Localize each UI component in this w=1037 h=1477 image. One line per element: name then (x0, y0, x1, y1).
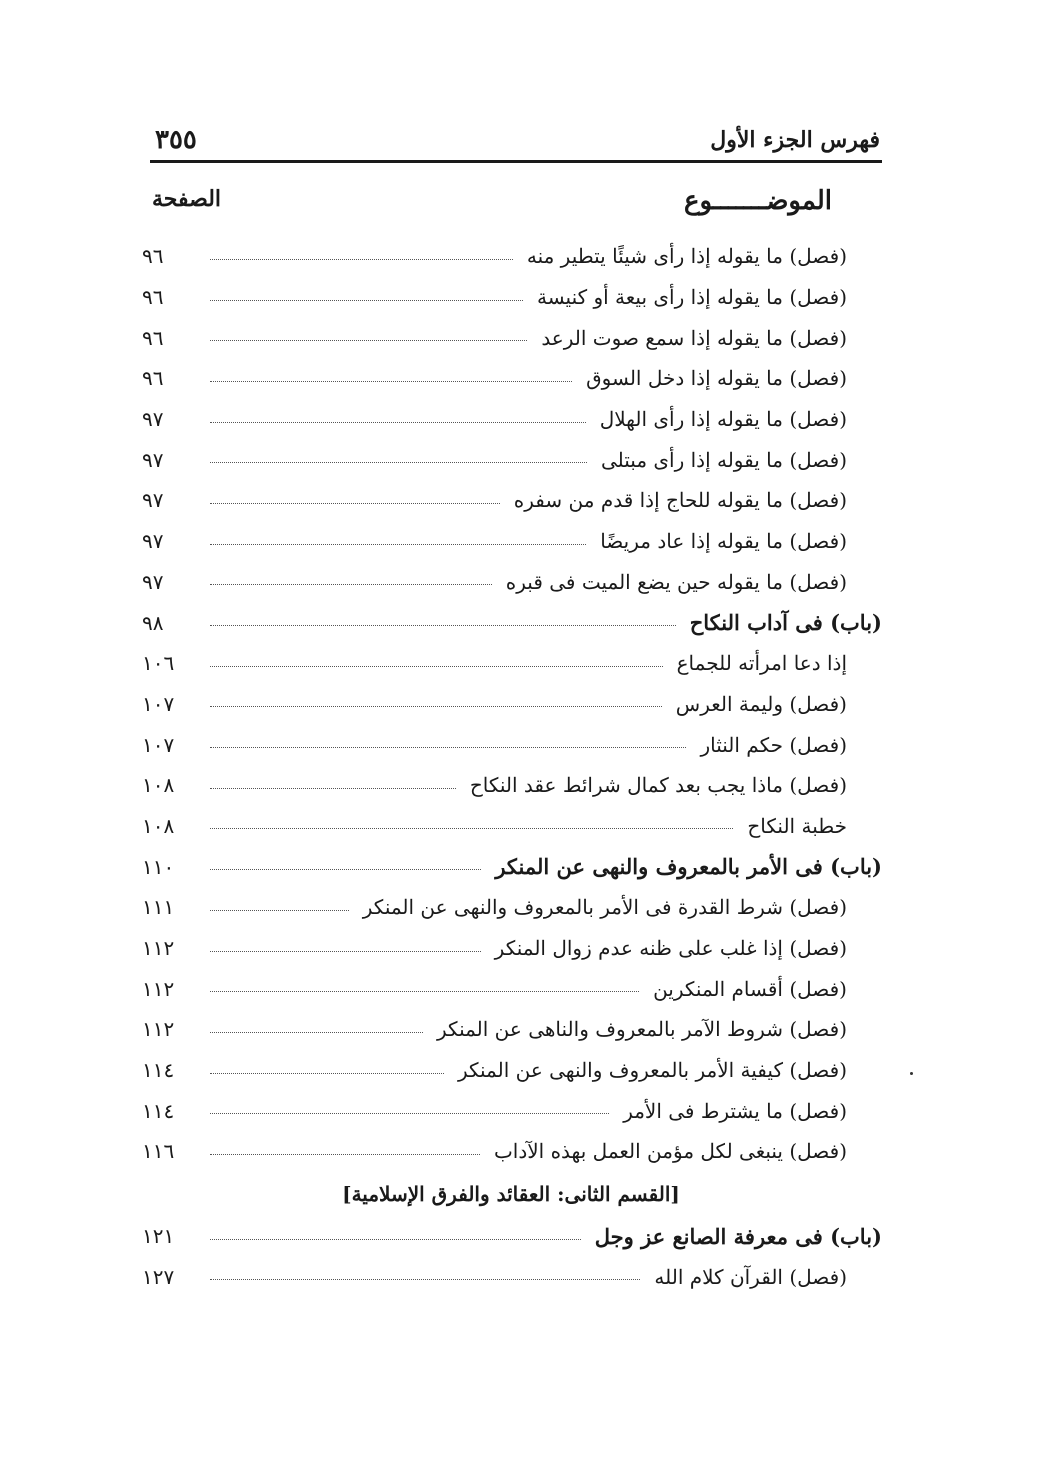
entry-page: ١١٤ (142, 1098, 175, 1123)
entry-page: ١٠٧ (142, 691, 175, 716)
dot-leader (210, 625, 676, 626)
chapter-title: (باب) فى الأمر بالمعروف والنهى عن المنكر (495, 854, 882, 880)
entry-title: خطبة النكاح (747, 813, 847, 838)
entry-title: (فصل) إذا غلب على ظنه عدم زوال المنكر (494, 936, 847, 961)
entry-title: (فصل) ما يقوله حين يضع الميت فى قبره (505, 569, 847, 594)
dot-leader (210, 747, 686, 748)
dot-leader (210, 340, 527, 341)
header-rule (150, 160, 882, 163)
toc-entry (140, 968, 882, 1009)
toc-entry (140, 1131, 882, 1172)
dot-leader (210, 503, 500, 504)
entry-page: ١١٢ (142, 1017, 175, 1042)
entry-page: ١٢٧ (142, 1264, 175, 1289)
table-of-contents (140, 236, 882, 1297)
entry-page: ٩٨ (142, 610, 164, 635)
dot-leader (210, 666, 663, 667)
page-number: ٣٥٥ (155, 125, 197, 155)
entry-page: ١١١ (142, 895, 175, 920)
toc-chapter-entry (140, 846, 882, 887)
dot-leader (210, 259, 513, 260)
dot-leader (210, 1073, 444, 1074)
chapter-title: (باب) فى معرفة الصانع عز وجل (594, 1223, 882, 1249)
entry-page: ١٠٨ (142, 813, 175, 838)
dot-leader (210, 828, 733, 829)
entry-title: (فصل) ينبغى لكل مؤمن العمل بهذه الآداب (493, 1139, 847, 1164)
toc-entry (140, 887, 882, 928)
running-title: فهرس الجزء الأول (710, 127, 880, 153)
entry-title: (فصل) ما يقوله إذا سمع صوت الرعد (541, 325, 847, 350)
entry-page: ٩٧ (142, 447, 164, 472)
entry-title: (فصل) ما يقوله إذا رأى بيعة أو كنيسة (536, 285, 847, 310)
entry-page: ١٢١ (142, 1224, 175, 1249)
entry-page: ٩٦ (142, 325, 164, 350)
entry-title: (فصل) ما يشترط فى الأمر (623, 1098, 847, 1123)
toc-chapter-entry (140, 602, 882, 643)
column-header-topic: الموضـــــــوع (684, 186, 832, 216)
entry-title: إذا دعا امرأته للجماع (676, 651, 847, 676)
dot-leader (210, 544, 586, 545)
toc-entry (140, 358, 882, 399)
dot-leader (210, 951, 481, 952)
toc-entry (140, 480, 882, 521)
entry-page: ١١٠ (142, 854, 175, 879)
entry-page: ١١٦ (142, 1139, 175, 1164)
entry-title: (فصل) وليمة العرس (675, 691, 847, 716)
entry-title: (فصل) كيفية الأمر بالمعروف والنهى عن المنكر (457, 1058, 847, 1083)
entry-page: ١٠٦ (142, 651, 175, 676)
entry-title: (فصل) القرآن كلام الله (654, 1264, 847, 1289)
entry-page: ١١٢ (142, 976, 175, 1001)
entry-page: ١٠٨ (142, 773, 175, 798)
dot-leader (210, 788, 456, 789)
dot-leader (210, 584, 492, 585)
entry-page: ١١٢ (142, 936, 175, 961)
toc-entry (140, 1257, 882, 1298)
entry-title: (فصل) شروط الآمر بالمعروف والناهى عن المنكر (437, 1017, 847, 1042)
dot-leader (210, 381, 572, 382)
toc-entry (140, 643, 882, 684)
entry-title: (فصل) شرط القدرة فى الأمر بالمعروف والنهى عن المنكر (362, 895, 847, 920)
dot-leader (210, 869, 481, 870)
toc-entry (140, 806, 882, 847)
toc-entry (140, 1050, 882, 1091)
dot-leader (210, 1279, 640, 1280)
toc-entry (140, 317, 882, 358)
entry-page: ١١٤ (142, 1058, 175, 1083)
entry-page: ٩٧ (142, 407, 164, 432)
entry-page: ١٠٧ (142, 732, 175, 757)
entry-title: (فصل) ما يقوله للحاج إذا قدم من سفره (513, 488, 847, 513)
dot-leader (210, 991, 639, 992)
toc-entry (140, 236, 882, 277)
dot-leader (210, 462, 587, 463)
toc-entry (140, 1009, 882, 1050)
toc-entry (140, 521, 882, 562)
entry-page: ٩٦ (142, 244, 164, 269)
toc-entry (140, 928, 882, 969)
dot-leader (210, 300, 523, 301)
toc-entry (140, 277, 882, 318)
entry-page: ٩٧ (142, 569, 164, 594)
entry-title: (فصل) حكم النثار (700, 732, 847, 757)
entry-title: (فصل) ما يقوله إذا رأى الهلال (599, 407, 847, 432)
entry-page: ٩٦ (142, 285, 164, 310)
scan-speck (910, 1072, 913, 1075)
toc-entry (140, 765, 882, 806)
column-header-page: الصفحة (152, 186, 222, 212)
entry-page: ٩٧ (142, 488, 164, 513)
section-heading: [القسم الثانى: العقائد والفرق الإسلامية] (342, 1181, 680, 1206)
toc-entry (140, 562, 882, 603)
page-header (155, 125, 880, 165)
entry-title: (فصل) ما يقوله إذا رأى مبتلى (600, 447, 847, 472)
chapter-title: (باب) فى آداب النكاح (689, 610, 882, 636)
dot-leader (210, 422, 586, 423)
dot-leader (210, 1113, 609, 1114)
toc-entry (140, 399, 882, 440)
entry-title: (فصل) أقسام المنكرين (653, 976, 847, 1001)
dot-leader (210, 910, 349, 911)
toc-entry (140, 724, 882, 765)
toc-chapter-entry (140, 1216, 882, 1257)
entry-page: ٩٦ (142, 366, 164, 391)
toc-entry (140, 684, 882, 725)
entry-title: (فصل) ما يقوله إذا دخل السوق (586, 366, 847, 391)
dot-leader (210, 1032, 423, 1033)
entry-page: ٩٧ (142, 529, 164, 554)
entry-title: (فصل) ماذا يجب بعد كمال شرائط عقد النكاح (469, 773, 847, 798)
entry-title: (فصل) ما يقوله إذا عاد مريضًا (600, 529, 847, 554)
dot-leader (210, 706, 662, 707)
dot-leader (210, 1239, 581, 1240)
dot-leader (210, 1154, 480, 1155)
entry-title: (فصل) ما يقوله إذا رأى شيئًا يتطير منه (526, 244, 847, 269)
toc-entry (140, 1090, 882, 1131)
toc-entry (140, 439, 882, 480)
